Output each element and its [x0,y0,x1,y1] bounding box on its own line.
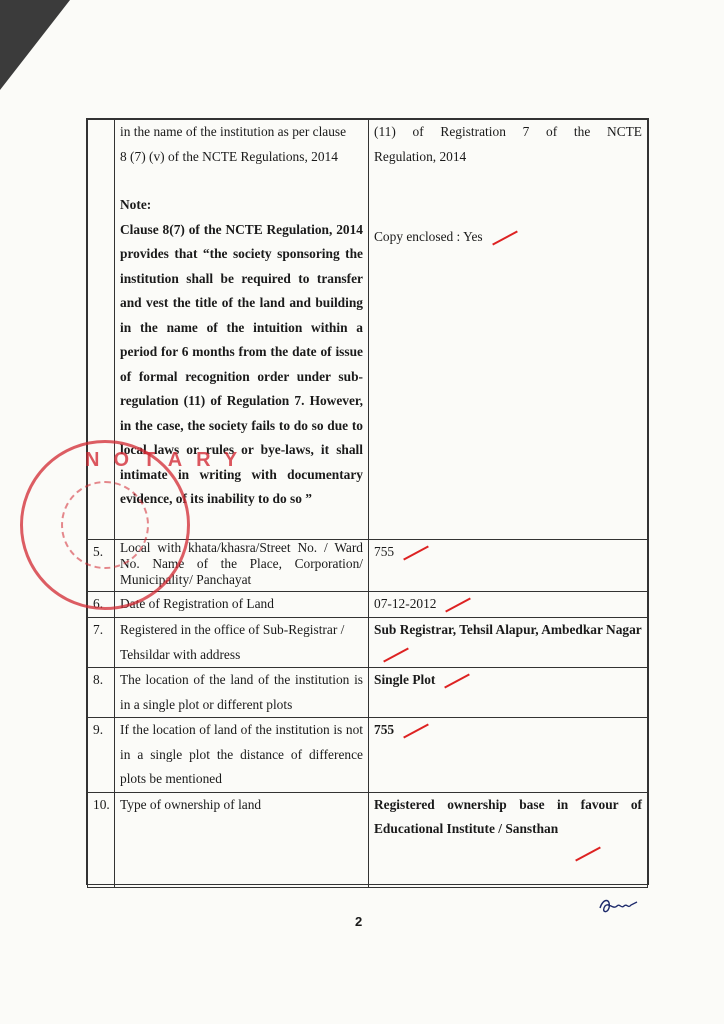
land-details-table [87,119,648,888]
row-left-cell: Local with khata/khasra/Street No. / Ward No. Name of the Place, Corporation/ Municipality/ Panchayat [115,540,369,592]
check-mark-icon [492,230,518,245]
table-row [88,668,648,718]
left-line: in the name of the institution as per clause [120,124,347,139]
row-right-cell [369,120,648,540]
row-left-cell: The location of the land of the institution is in a single plot or different plots [115,668,369,718]
note-heading: Note: [120,197,152,212]
note-text: Clause 8(7) of the NCTE Regulation, 2014 provides that “the society sponsoring the institution shall be required to transfer and vest the title of the land and building in the name of the intuition within a period for 6 months from the date of issue of formal recognition order under sub-regulation (11) of Regulation 7. However, in the case, the society fails to do so due to local laws or rules or bye-laws, it shall intimate in writing with documentary evidence, of its inability to do so ” [120,221,363,506]
row-number: 5. [88,540,115,592]
row-right-cell: 755 [369,718,648,793]
row-right-cell: 755 [369,540,648,592]
page-number: 2 [355,914,363,929]
row-number: 9. [88,718,115,793]
row-number: 6. [88,592,115,618]
row-left-cell: Registered in the office of Sub-Registrar / Tehsildar with address [115,618,369,668]
left-line: 8 (7) (v) of the NCTE Regulations, 2014 [120,148,338,164]
row-number: 8. [88,668,115,718]
check-mark-icon [575,847,601,862]
check-mark-icon [383,648,409,663]
row-right-cell: Single Plot [369,668,648,718]
check-mark-icon [446,597,472,612]
check-mark-icon [445,673,471,688]
row-left-cell [115,120,369,540]
row-right-cell: Sub Registrar, Tehsil Alapur, Ambedkar Nagar [369,618,648,668]
row-left-cell: Type of ownership of land [115,792,369,887]
right-line: (11) of Registration 7 of the NCTE [374,124,642,139]
row-number [88,120,115,540]
row-right-cell: Registered ownership base in favour of Educational Institute / Sansthan [369,792,648,887]
copy-enclosed: Copy enclosed : Yes [374,225,642,250]
document-table-frame [86,118,649,885]
row-left-cell: Date of Registration of Land [115,592,369,618]
table-row [88,618,648,668]
row-left-cell: If the location of land of the institution is not in a single plot the distance of difference plots be mentioned [115,718,369,793]
table-row [88,592,648,618]
table-row [88,792,648,887]
row-number: 10. [88,792,115,887]
row-right-cell: 07-12-2012 [369,592,648,618]
signature-icon [597,896,639,916]
table-row [88,540,648,592]
table-row [88,120,648,540]
scan-corner-shadow [0,0,70,90]
stamp-label: NOTARY [85,449,252,471]
check-mark-icon [403,545,429,560]
table-row [88,718,648,793]
right-line: Regulation, 2014 [374,148,467,164]
row-number: 7. [88,618,115,668]
check-mark-icon [403,723,429,738]
